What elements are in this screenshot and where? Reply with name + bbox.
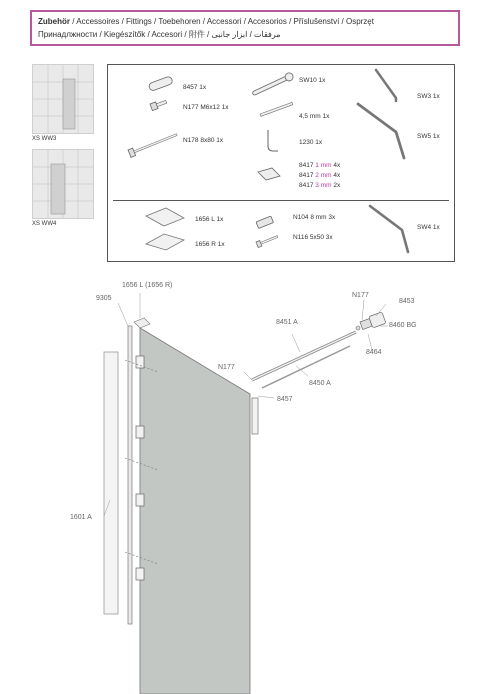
label-n177-left: N177 bbox=[218, 364, 235, 371]
clamp-8457-part bbox=[252, 398, 258, 434]
header-title-bold: Zubehör bbox=[38, 17, 70, 26]
profile-1601a bbox=[104, 352, 118, 614]
part-drill-label: 4,5 mm 1x bbox=[299, 113, 330, 120]
part-sw5-label: SW5 1x bbox=[417, 133, 440, 140]
thumbnail-ww3-label: XS WW3 bbox=[32, 136, 57, 142]
part-8417-3mm-label: 8417 3 mm 2x bbox=[299, 182, 341, 189]
part-1230-label: 1230 1x bbox=[299, 139, 323, 146]
part-n104-label: N104 8 mm 3x bbox=[293, 214, 336, 221]
label-8457: 8457 bbox=[277, 396, 293, 403]
part-n177-label: N177 M6x12 1x bbox=[183, 104, 229, 111]
header-line-2: Принадлжности / Kiegészítők / Accesori / 附件 / مرفقات / ابزار جانبی bbox=[38, 30, 281, 39]
label-8450a: 8450 A bbox=[309, 380, 331, 387]
label-1656: 1656 L (1656 R) bbox=[122, 282, 173, 289]
wall-mount-8453 bbox=[359, 312, 386, 331]
part-sw4-label: SW4 1x bbox=[417, 224, 440, 231]
part-8417-1mm-label: 8417 1 mm 4x bbox=[299, 162, 341, 169]
header-title-rest: / Accessoires / Fittings / Toebehoren / Accessori / Accesorios / Příslušenství / Osprzęt bbox=[70, 17, 374, 26]
part-8457-label: 8457 1x bbox=[183, 84, 207, 91]
pad-1656-part bbox=[134, 318, 150, 328]
label-8453: 8453 bbox=[399, 298, 415, 305]
screw-n177-part bbox=[356, 326, 360, 330]
glass-panel bbox=[140, 328, 250, 694]
label-9305: 9305 bbox=[96, 295, 112, 302]
label-8451a: 8451 A bbox=[276, 319, 298, 326]
label-8460bg: 8460 BG bbox=[389, 322, 417, 329]
part-n116-label: N116 5x50 3x bbox=[293, 234, 333, 241]
part-1656l-label: 1656 L 1x bbox=[195, 216, 224, 223]
part-sw3-label: SW3 1x bbox=[417, 93, 440, 100]
label-n177-top: N177 bbox=[352, 292, 369, 299]
thumbnail-ww4-label: XS WW4 bbox=[32, 221, 57, 227]
watermark-text: VEILA bbox=[262, 638, 293, 648]
label-1601a: 1601 A bbox=[70, 514, 92, 521]
wall-profile bbox=[128, 326, 132, 624]
label-8464: 8464 bbox=[366, 349, 382, 356]
part-8417-2mm-label: 8417 2 mm 4x bbox=[299, 172, 341, 179]
bar-8451a bbox=[262, 346, 350, 388]
part-n178-label: N178 8x80 1x bbox=[183, 137, 224, 144]
part-sw10-label: SW10 1x bbox=[299, 77, 326, 84]
part-1656r-label: 1656 R 1x bbox=[195, 241, 225, 248]
